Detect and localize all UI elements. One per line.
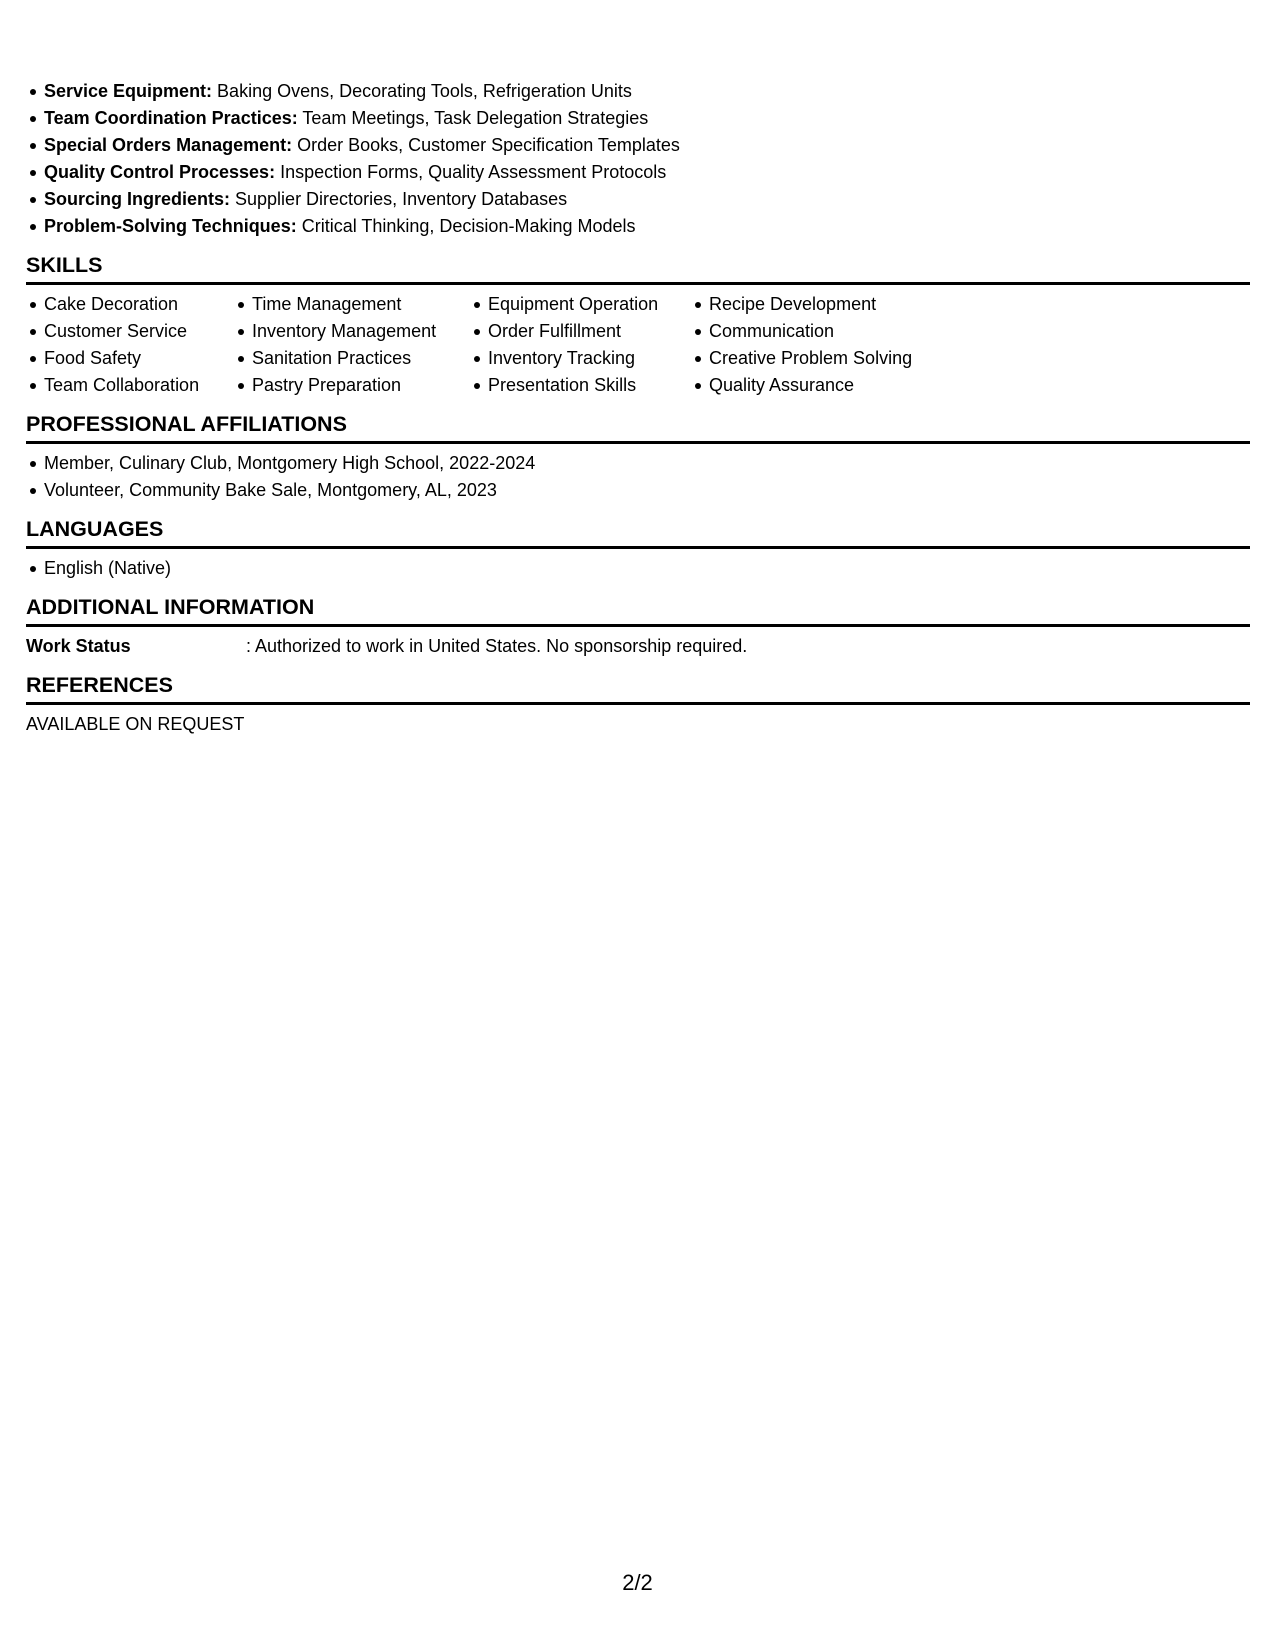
skill-item: Presentation Skills (470, 372, 691, 399)
tools-list (26, 78, 1250, 240)
skill-item: Cake Decoration (26, 291, 234, 318)
tool-value: Inspection Forms, Quality Assessment Protocols (275, 162, 667, 182)
languages-title: LANGUAGES (26, 516, 1250, 549)
affiliations-list (26, 444, 1250, 504)
affiliations-section (26, 411, 1250, 504)
work-status-label: Work Status (26, 636, 131, 656)
language-item: English (Native) (26, 555, 1250, 582)
skill-item: Creative Problem Solving (691, 345, 951, 372)
skills-grid (26, 285, 1250, 399)
list-item (26, 159, 1250, 186)
skills-title: SKILLS (26, 252, 1250, 285)
tool-label: Quality Control Processes: (44, 162, 276, 182)
references-title: REFERENCES (26, 672, 1250, 705)
skill-item: Team Collaboration (26, 372, 234, 399)
resume-page-2 (26, 78, 1250, 738)
list-item (26, 78, 1250, 105)
skills-column (691, 291, 951, 399)
list-item (26, 132, 1250, 159)
work-status-row (26, 627, 1250, 660)
skills-section (26, 252, 1250, 399)
skill-item: Time Management (234, 291, 470, 318)
skill-item: Customer Service (26, 318, 234, 345)
skill-item: Recipe Development (691, 291, 951, 318)
skill-item: Inventory Tracking (470, 345, 691, 372)
tool-value: Order Books, Customer Specification Templates (292, 135, 680, 155)
skill-item: Equipment Operation (470, 291, 691, 318)
tool-label: Service Equipment: (44, 81, 213, 101)
tool-label: Problem-Solving Techniques: (44, 216, 297, 236)
affiliation-item: Member, Culinary Club, Montgomery High School, 2022-2024 (26, 450, 1250, 477)
skills-column (470, 291, 691, 399)
list-item (26, 186, 1250, 213)
references-section (26, 672, 1250, 738)
page-number: 2/2 (622, 1570, 653, 1595)
languages-section (26, 516, 1250, 582)
affiliation-item: Volunteer, Community Bake Sale, Montgomery, AL, 2023 (26, 477, 1250, 504)
references-text: AVAILABLE ON REQUEST (26, 714, 245, 734)
additional-info-section (26, 594, 1250, 660)
skill-item: Order Fulfillment (470, 318, 691, 345)
skill-item: Quality Assurance (691, 372, 951, 399)
skill-item: Sanitation Practices (234, 345, 470, 372)
tool-value: Supplier Directories, Inventory Databases (230, 189, 568, 209)
skills-column (234, 291, 470, 399)
list-item (26, 105, 1250, 132)
tool-value: Team Meetings, Task Delegation Strategies (297, 108, 649, 128)
tool-label: Sourcing Ingredients: (44, 189, 231, 209)
skill-item: Communication (691, 318, 951, 345)
tool-value: Baking Ovens, Decorating Tools, Refrigeration Units (212, 81, 632, 101)
affiliations-title: PROFESSIONAL AFFILIATIONS (26, 411, 1250, 444)
tool-label: Team Coordination Practices: (44, 108, 298, 128)
tool-value: Critical Thinking, Decision-Making Models (296, 216, 636, 236)
work-status-value: : Authorized to work in United States. No sponsorship required. (246, 636, 748, 656)
skill-item: Pastry Preparation (234, 372, 470, 399)
additional-info-title: ADDITIONAL INFORMATION (26, 594, 1250, 627)
skills-column (26, 291, 234, 399)
tool-label: Special Orders Management: (44, 135, 293, 155)
list-item (26, 213, 1250, 240)
skill-item: Food Safety (26, 345, 234, 372)
skill-item: Inventory Management (234, 318, 470, 345)
languages-list (26, 549, 1250, 582)
